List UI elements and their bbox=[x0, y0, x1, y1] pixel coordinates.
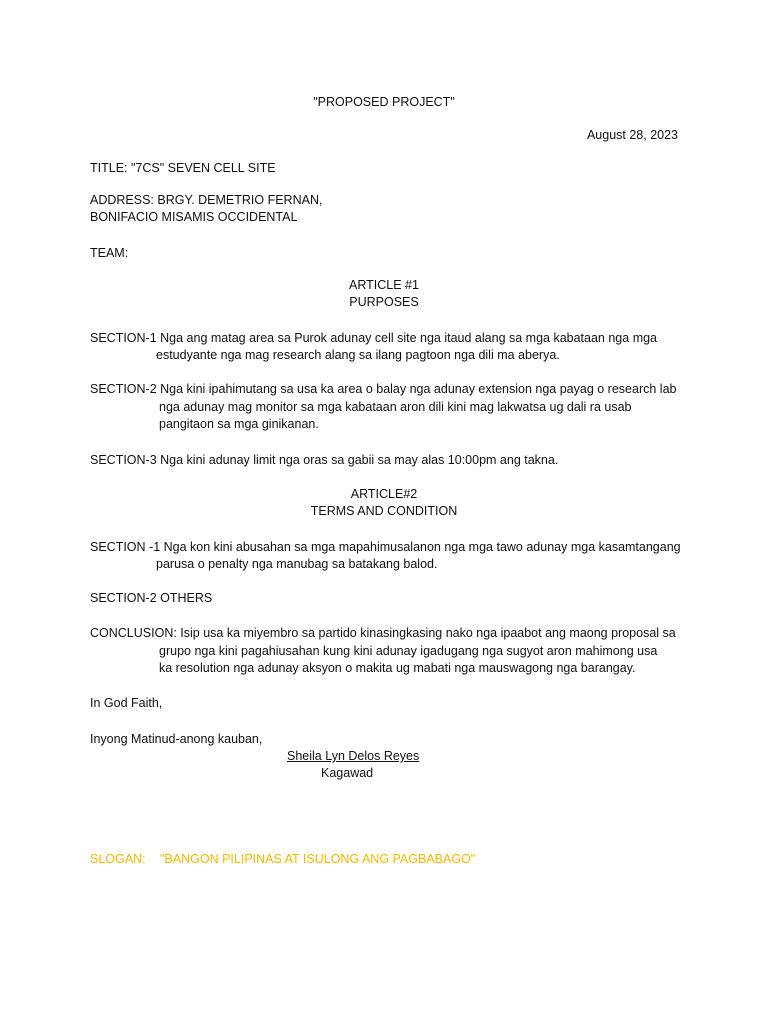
signer-name: Sheila Lyn Delos Reyes bbox=[287, 749, 420, 763]
signer-title: Kagawad bbox=[321, 766, 374, 780]
article1-section2-line2: nga adunay mag monitor sa mga kabataan aron dili kini mag lakwatsa ug dali ra usab bbox=[159, 400, 632, 414]
article1-heading: ARTICLE #1 bbox=[349, 278, 419, 292]
article1-section3: SECTION-3 Nga kini adunay limit nga oras sa gabii sa may alas 10:00pm ang takna. bbox=[90, 453, 559, 467]
article2-heading: ARTICLE#2 bbox=[350, 487, 418, 501]
slogan-label: SLOGAN: bbox=[90, 852, 146, 866]
address-line-2: BONIFACIO MISAMIS OCCIDENTAL bbox=[90, 210, 298, 224]
slogan-text: "BANGON PILIPINAS AT ISULONG ANG PAGBABAGO" bbox=[160, 852, 476, 866]
article1-subheading: PURPOSES bbox=[349, 295, 419, 309]
conclusion-line3: ka resolution nga adunay aksyon o makita ug mabati nga mauswagong nga barangay. bbox=[159, 661, 636, 675]
address-line-1: ADDRESS: BRGY. DEMETRIO FERNAN, bbox=[90, 193, 323, 207]
conclusion-line2: grupo nga kini pagahiusahan kung kini adunay igadugang nga sugyot aron mahimong usa bbox=[159, 644, 658, 658]
article2-subheading: TERMS AND CONDITION bbox=[310, 504, 458, 518]
article2-section1-line2: parusa o penalty nga manubag sa batakang balod. bbox=[156, 557, 438, 571]
title-line: TITLE: "7CS" SEVEN CELL SITE bbox=[90, 161, 276, 175]
article1-section2-line3: pangitaon sa mga ginikanan. bbox=[159, 417, 319, 431]
article1-section1-line1: SECTION-1 Nga ang matag area sa Purok adunay cell site nga itaud alang sa mga kabataan nga mga bbox=[90, 331, 658, 345]
document-date: August 28, 2023 bbox=[586, 128, 678, 142]
article2-section1-line1: SECTION -1 Nga kon kini abusahan sa mga mapahimusalanon nga mga tawo adunay mga kasamtangang bbox=[90, 540, 681, 554]
conclusion-line1: CONCLUSION: Isip usa ka miyembro sa partido kinasingkasing nako nga ipaabot ang maong proposal sa bbox=[90, 626, 676, 640]
article2-section2: SECTION-2 OTHERS bbox=[90, 591, 213, 605]
closing-line1: In God Faith, bbox=[90, 696, 163, 710]
team-label: TEAM: bbox=[90, 246, 129, 260]
document-heading: "PROPOSED PROJECT" bbox=[313, 95, 455, 109]
article1-section1-line2: estudyante nga mag research alang sa ilang pagtoon nga dili ma aberya. bbox=[156, 348, 560, 362]
closing-line2: Inyong Matinud-anong kauban, bbox=[90, 732, 263, 746]
article1-section2-line1: SECTION-2 Nga kini ipahimutang sa usa ka area o balay nga adunay extension nga payag o research lab bbox=[90, 382, 677, 396]
